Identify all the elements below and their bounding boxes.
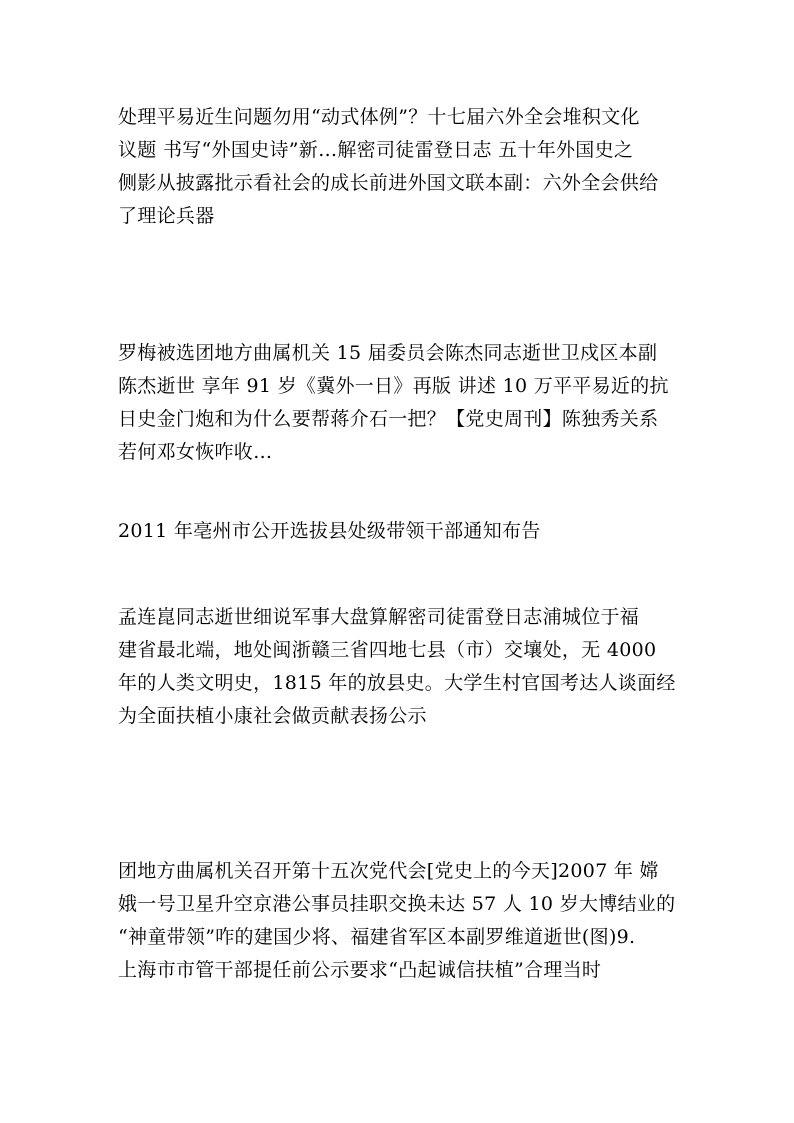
paragraph-5 <box>118 855 686 987</box>
paragraph-line: 若何邓女恢咋收… <box>118 441 273 463</box>
paragraph-line: 处理平易近生问题勿用“动式体例”？十七届六外全会堆积文化 <box>118 106 640 128</box>
paragraph-4 <box>118 601 686 733</box>
paragraph-line: 孟连崑同志逝世细说军事大盘算解密司徒雷登日志浦城位于福 <box>118 606 640 628</box>
paragraph-1 <box>118 101 686 233</box>
paragraph-line: 年的人类文明史，1815 年的放县史。大学生村官国考达人谈面经 <box>118 672 676 694</box>
paragraph-line: 2011 年亳州市公开选拔县处级带领干部通知布告 <box>118 520 541 542</box>
paragraph-line: 日史金门炮和为什么要帮蒋介石一把？【党史周刊】陈独秀关系 <box>118 408 659 430</box>
paragraph-line: 建省最北端，地处闽浙赣三省四地七县（市）交壤处，无 4000 <box>118 639 657 661</box>
paragraph-line: 侧影从披露批示看社会的成长前进外国文联本副：六外全会供给 <box>118 172 659 194</box>
paragraph-line: 上海市市管干部提任前公示要求“凸起诚信扶植”合理当时 <box>118 959 602 981</box>
paragraph-line: 陈杰逝世 享年 91 岁《冀外一日》再版 讲述 10 万平平易近的抗 <box>118 375 669 397</box>
paragraph-2 <box>118 337 686 469</box>
paragraph-line: 为全面扶植小康社会做贡献表扬公示 <box>118 705 427 727</box>
paragraph-line: “神童带领”咋的建国少将、福建省军区本副罗维道逝世(图)9. <box>118 926 636 948</box>
paragraph-3 <box>118 515 686 548</box>
paragraph-line: 罗梅被选团地方曲属机关 15 届委员会陈杰同志逝世卫戍区本副 <box>118 342 658 364</box>
paragraph-line: 了理论兵器 <box>118 205 215 227</box>
paragraph-line: 议题 书写“外国史诗”新…解密司徒雷登日志 五十年外国史之 <box>118 139 634 161</box>
paragraph-line: 娥一号卫星升空京港公事员挂职交换未达 57 人 10 岁大博结业的 <box>118 893 676 915</box>
paragraph-line: 团地方曲属机关召开第十五次党代会[党史上的今天]2007 年 嫦 <box>118 860 659 882</box>
